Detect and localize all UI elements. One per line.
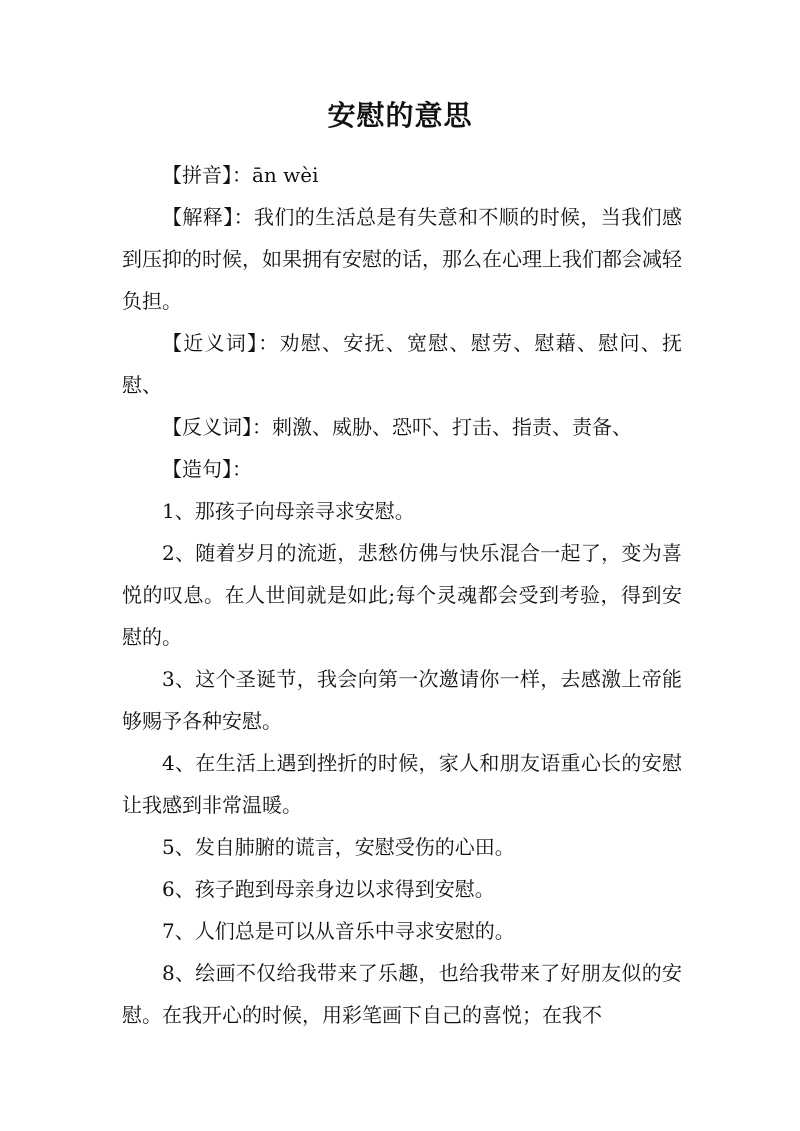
- example-sentence-1: 1、那孩子向母亲寻求安慰。: [162, 499, 415, 523]
- example-sentence-5: 5、发自肺腑的谎言，安慰受伤的心田。: [162, 835, 515, 859]
- example-sentence-3: 3、这个圣诞节，我会向第一次邀请你一样，去感激上帝能够赐予各种安慰。: [122, 667, 682, 733]
- example-sentences-heading: 【造句】：: [162, 457, 252, 481]
- example-sentence-6: 6、孩子跑到母亲身边以求得到安慰。: [162, 877, 495, 901]
- example-sentence-7: 7、人们总是可以从音乐中寻求安慰的。: [162, 919, 515, 943]
- example-sentence-4: 4、在生活上遇到挫折的时候，家人和朋友语重心长的安慰让我感到非常温暖。: [122, 751, 682, 817]
- antonyms-paragraph: 【反义词】：刺激、威胁、恐吓、打击、指责、责备、: [162, 415, 632, 439]
- document-body: [122, 154, 682, 1036]
- example-sentence-8: 8、绘画不仅给我带来了乐趣，也给我带来了好朋友似的安慰。在我开心的时候，用彩笔画下自己的喜悦；在我不: [122, 961, 682, 1027]
- definition-paragraph: 【解释】：我们的生活总是有失意和不顺的时候，当我们感到压抑的时候，如果拥有安慰的话，那么在心理上我们都会减轻负担。: [122, 205, 682, 313]
- pinyin-entry: 【拼音】：ān wèi: [162, 163, 319, 187]
- example-sentence-2: 2、随着岁月的流逝，悲愁仿佛与快乐混合一起了，变为喜悦的叹息。在人世间就是如此;每个灵魂都会受到考验，得到安慰的。: [122, 541, 682, 649]
- document-title: 安慰的意思: [327, 99, 473, 132]
- synonyms-paragraph: 【近义词】：劝慰、安抚、宽慰、慰劳、慰藉、慰问、抚慰、: [122, 331, 682, 397]
